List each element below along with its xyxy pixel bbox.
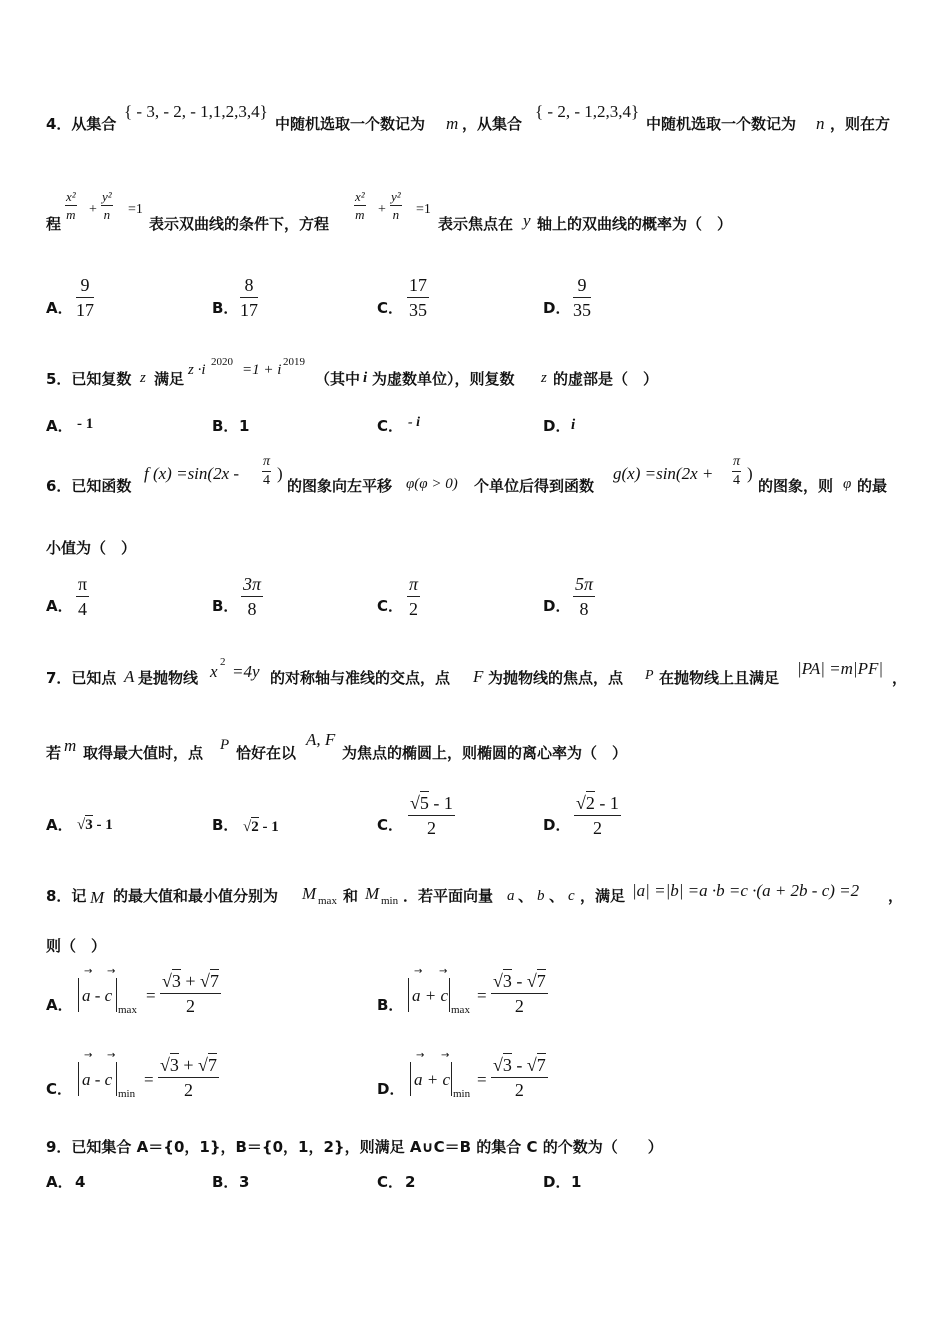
q6-text: 个单位后得到函数: [474, 477, 595, 495]
q5-text: 的虚部是（ ）: [553, 370, 659, 388]
q6-option-b[interactable]: B．: [212, 597, 239, 615]
q8-text: 则（ ）: [46, 937, 107, 955]
arrow: →: [84, 966, 93, 977]
denominator: n: [103, 207, 111, 222]
abs-bar-right: [116, 978, 117, 1012]
q7-option-c[interactable]: C．: [377, 816, 404, 834]
q8-text: ，满足: [580, 887, 626, 905]
q8-option-a[interactable]: A．: [46, 996, 73, 1014]
denominator: m: [66, 207, 76, 222]
q9-option-d[interactable]: D．: [543, 1173, 571, 1191]
q4-option-b-fraction: [240, 276, 258, 319]
plus: +: [378, 202, 386, 217]
radicand: 3: [169, 1055, 179, 1075]
q9-text: 9．已知集合 A＝{0，1}，B＝{0，1，2}，则满足 A∪C＝B 的集合 C 的个数为（ ）: [46, 1138, 663, 1156]
q4-option-d-fraction: [573, 276, 591, 319]
q7-option-b-value: √2 - 1: [243, 819, 279, 835]
q6-option-c[interactable]: C．: [377, 597, 404, 615]
denominator: 8: [579, 599, 589, 619]
q7-option-a-value: √3 - 1: [77, 817, 113, 833]
q4-frac-x2-m: [65, 190, 77, 221]
equals-one: =1: [128, 202, 143, 217]
q4-frac-y2-n-2: [390, 190, 402, 221]
q5-text: 为虚数单位），则复数: [372, 370, 515, 388]
q5-option-d[interactable]: D．: [543, 417, 571, 435]
q7-text: 恰好在以: [236, 744, 297, 762]
q4-option-a[interactable]: A．: [46, 299, 73, 317]
q6-frac-pi-4-2: [732, 455, 741, 488]
q5-exponent-2019: 2019: [283, 356, 305, 368]
q5-option-b[interactable]: B．: [212, 417, 239, 435]
abs-bar-right: [451, 1062, 452, 1096]
subscript: min: [453, 1088, 471, 1100]
q8-option-a-fraction: [160, 972, 221, 1015]
q7-point-a: A: [124, 667, 135, 686]
equals: =: [146, 986, 156, 1005]
radicand: 3: [502, 1055, 512, 1075]
q7-foci: A, F: [306, 730, 336, 749]
q5-option-c[interactable]: C．: [377, 417, 404, 435]
denominator: 17: [240, 300, 258, 320]
tail: - 1: [428, 793, 453, 813]
q4-text: 中随机选取一个数记为: [275, 115, 426, 133]
q5-text: 满足: [154, 370, 185, 388]
q6-option-d[interactable]: D．: [543, 597, 571, 615]
numerator: 3π: [241, 575, 263, 597]
q6-option-a[interactable]: A．: [46, 597, 73, 615]
q4-text: 程: [46, 215, 62, 233]
numerator: √3 + √7: [158, 1056, 219, 1078]
q5-option-b-value: 1: [239, 417, 250, 435]
radicand: 2: [251, 819, 259, 835]
arrow: →: [439, 966, 448, 977]
numerator: √3 + √7: [160, 972, 221, 994]
q8-option-a-vector: a - c: [82, 986, 113, 1005]
equals-one: =1: [416, 202, 431, 217]
arrow: →: [441, 1050, 450, 1061]
denominator: 2: [409, 599, 419, 619]
q7-text: 是抛物线: [138, 669, 199, 687]
q5-expr-left: z ·i: [188, 362, 206, 378]
q6-function-g: g(x) =sin(2x +: [613, 464, 714, 483]
q5-var-z: z: [541, 370, 547, 386]
q8-m-max: M: [302, 884, 317, 903]
q5-text: （其中: [315, 370, 361, 388]
q4-text: 轴上的双曲线的概率为（ ）: [537, 215, 733, 233]
numerator: 8: [240, 276, 258, 298]
numerator: y²: [102, 189, 112, 204]
q6-frac-pi-4: [262, 455, 271, 488]
q8-text: 的最大值和最小值分别为: [113, 887, 279, 905]
radicand: 3: [85, 817, 93, 833]
q7-var-m: m: [64, 736, 77, 755]
q7-option-c-fraction: [408, 794, 455, 837]
arrow: →: [107, 966, 116, 977]
abs-bar-left: [78, 1062, 79, 1096]
denominator: 2: [514, 1080, 524, 1100]
q9-option-c[interactable]: C．: [377, 1173, 404, 1191]
equals: =: [477, 986, 487, 1005]
q5-option-a[interactable]: A．: [46, 417, 73, 435]
q5-var-z: z: [140, 370, 146, 386]
abs-bar-right: [449, 978, 450, 1012]
q6-phi: φ: [843, 476, 852, 492]
q8-option-c[interactable]: C．: [46, 1080, 73, 1098]
q6-phi-condition: φ(φ > 0): [406, 476, 458, 492]
q7-exponent: 2: [220, 656, 226, 668]
q9-option-c-value: 2: [405, 1173, 416, 1191]
q4-frac-y2-n: [101, 190, 113, 221]
radicand: 7: [536, 971, 546, 991]
q4-line1: [46, 117, 116, 132]
q4-option-b[interactable]: B．: [212, 299, 239, 317]
q7-text: 为焦点的椭圆上，则椭圆的离心率为（ ）: [342, 744, 628, 762]
q8-text: 8．记: [46, 887, 87, 905]
q4-var-y: y: [523, 211, 531, 230]
q8-option-d[interactable]: D．: [377, 1080, 405, 1098]
q8-m-min: M: [365, 884, 380, 903]
q4-var-m: m: [446, 114, 459, 133]
q8-option-b[interactable]: B．: [377, 996, 404, 1014]
abs-bar-right: [116, 1062, 117, 1096]
numerator: π: [76, 575, 89, 597]
tail: - 1: [258, 819, 279, 835]
abs-bar-left: [78, 978, 79, 1012]
numerator: π: [407, 575, 420, 597]
q8-option-d-fraction: [491, 1056, 548, 1099]
q8-text: ，: [888, 887, 904, 905]
numerator: √2 - 1: [574, 794, 621, 816]
q8-vec-a: a: [507, 888, 515, 904]
q7-point-p: P: [220, 737, 230, 753]
q7-option-d[interactable]: D．: [543, 816, 571, 834]
tail: - 1: [594, 793, 619, 813]
denominator: 35: [409, 300, 427, 320]
radicand: 3: [171, 971, 181, 991]
denominator: m: [355, 207, 365, 222]
q4-text: ，从集合: [462, 115, 523, 133]
q7-text: 在抛物线上且满足: [659, 669, 780, 687]
q4-set1: { - 3, - 2, - 1,1,2,3,4}: [124, 102, 268, 121]
subscript: max: [451, 1004, 470, 1016]
arrow: →: [416, 1050, 425, 1061]
denominator: 2: [426, 818, 436, 838]
q5-text: 5．已知复数: [46, 370, 132, 388]
q4-var-n: n: [816, 114, 825, 133]
q7-option-d-fraction: [574, 794, 621, 837]
q9-option-b[interactable]: B．: [212, 1173, 239, 1191]
q5-option-a-value: - 1: [77, 416, 94, 432]
paren: ): [277, 464, 283, 483]
q6-text: 的最: [857, 477, 888, 495]
q6-text: 小值为（ ）: [46, 539, 137, 557]
q8-var-m: M: [90, 888, 105, 907]
numerator: 5π: [573, 575, 595, 597]
q5-exponent-2020: 2020: [211, 356, 233, 368]
q9-option-a-value: 4: [75, 1173, 86, 1191]
denominator: 8: [247, 599, 257, 619]
denominator: 4: [733, 473, 740, 488]
operator: -: [511, 971, 527, 991]
q4-option-d[interactable]: D．: [543, 299, 571, 317]
plus: +: [89, 202, 97, 217]
arrow: →: [414, 966, 423, 977]
q7-text: 的对称轴与准线的交点，点: [270, 669, 451, 687]
denominator: 2: [183, 1080, 193, 1100]
subscript: min: [118, 1088, 136, 1100]
numerator: √3 - √7: [491, 1056, 548, 1078]
q8-option-b-fraction: [491, 972, 548, 1015]
q6-text: 的图象，则: [758, 477, 834, 495]
q4-option-c-fraction: [407, 276, 429, 319]
q8-option-b-vector: a + c: [412, 986, 449, 1005]
q4-text: 4．从集合: [46, 115, 117, 133]
q6-option-b-fraction: [241, 575, 263, 618]
tail: - 1: [92, 817, 113, 833]
q8-sub-min: min: [381, 895, 399, 907]
numerator: 9: [573, 276, 591, 298]
q7-text: 若: [46, 744, 62, 762]
q7-text: ，: [892, 669, 908, 687]
q4-set2: { - 2, - 1,2,3,4}: [535, 102, 640, 121]
q4-text: 表示双曲线的条件下，方程: [149, 215, 330, 233]
equals: =: [477, 1070, 487, 1089]
q6-option-d-fraction: [573, 575, 595, 618]
q8-text: 、: [518, 887, 534, 905]
q9-option-b-value: 3: [239, 1173, 250, 1191]
operator: -: [511, 1055, 527, 1075]
denominator: n: [392, 207, 400, 222]
subscript: max: [118, 1004, 137, 1016]
q4-text: 中随机选取一个数记为: [646, 115, 797, 133]
abs-bar-left: [408, 978, 409, 1012]
q8-option-d-vector: a + c: [414, 1070, 451, 1089]
q6-function-f: f (x) =sin(2x -: [144, 464, 240, 483]
radicand: 7: [536, 1055, 546, 1075]
numerator: √5 - 1: [408, 794, 455, 816]
denominator: 17: [76, 300, 94, 320]
abs-bar-left: [410, 1062, 411, 1096]
q8-vec-b: b: [537, 888, 545, 904]
q7-text: 为抛物线的焦点，点: [488, 669, 624, 687]
q6-option-a-fraction: [76, 575, 89, 618]
q8-option-c-vector: a - c: [82, 1070, 113, 1089]
q7-point-p: P: [645, 668, 654, 683]
operator: +: [178, 1055, 199, 1075]
numerator: x²: [355, 189, 365, 204]
q8-text: 和: [343, 887, 359, 905]
q4-text: 表示焦点在: [438, 215, 514, 233]
q7-condition: |PA| =m|PF|: [797, 659, 884, 678]
denominator: 4: [263, 473, 270, 488]
q4-text: ，则在方: [830, 115, 891, 133]
q4-option-a-fraction: [76, 276, 94, 319]
paren: ): [747, 464, 753, 483]
q8-vec-c: c: [568, 888, 575, 904]
q7-option-a[interactable]: A．: [46, 816, 73, 834]
equals: =: [144, 1070, 154, 1089]
q7-point-f: F: [473, 667, 484, 686]
denominator: 2: [592, 818, 602, 838]
numerator: y²: [391, 189, 401, 204]
q6-text: 的图象向左平移: [287, 477, 393, 495]
arrow: →: [84, 1050, 93, 1061]
q9-option-a[interactable]: A．: [46, 1173, 73, 1191]
q7-parabola-rhs: =4y: [232, 662, 260, 681]
q7-option-b[interactable]: B．: [212, 816, 239, 834]
numerator: 17: [407, 276, 429, 298]
radicand: 7: [209, 971, 219, 991]
q5-option-d-value: i: [571, 417, 576, 433]
radicand: 3: [502, 971, 512, 991]
q8-sub-max: max: [318, 895, 337, 907]
q7-text: 7．已知点: [46, 669, 117, 687]
denominator: 2: [185, 996, 195, 1016]
operator: +: [180, 971, 201, 991]
q5-var-i: i: [363, 370, 368, 386]
q8-text: ．若平面向量: [403, 887, 494, 905]
q4-option-c[interactable]: C．: [377, 299, 404, 317]
q6-option-c-fraction: [407, 575, 420, 618]
numerator: x²: [66, 189, 76, 204]
numerator: π: [732, 455, 741, 472]
arrow: →: [107, 1050, 116, 1061]
q7-text: 取得最大值时，点: [83, 744, 204, 762]
radicand: 5: [419, 793, 429, 813]
denominator: 4: [78, 599, 88, 619]
numerator: π: [262, 455, 271, 472]
numerator: 9: [76, 276, 94, 298]
q5-option-c-value: - i: [408, 415, 421, 430]
radicand: 2: [585, 793, 595, 813]
q4-frac-x2-m-2: [354, 190, 366, 221]
numerator: √3 - √7: [491, 972, 548, 994]
q6-text: 6．已知函数: [46, 477, 132, 495]
denominator: 35: [573, 300, 591, 320]
radicand: 7: [207, 1055, 217, 1075]
q8-condition: |a| =|b| =a ·b =c ·(a + 2b - c) =2: [632, 881, 860, 900]
denominator: 2: [514, 996, 524, 1016]
q8-option-c-fraction: [158, 1056, 219, 1099]
q9-option-d-value: 1: [571, 1173, 582, 1191]
q7-parabola-x: x: [210, 662, 218, 681]
q8-text: 、: [549, 887, 565, 905]
q5-expr-right: =1 + i: [242, 362, 282, 378]
